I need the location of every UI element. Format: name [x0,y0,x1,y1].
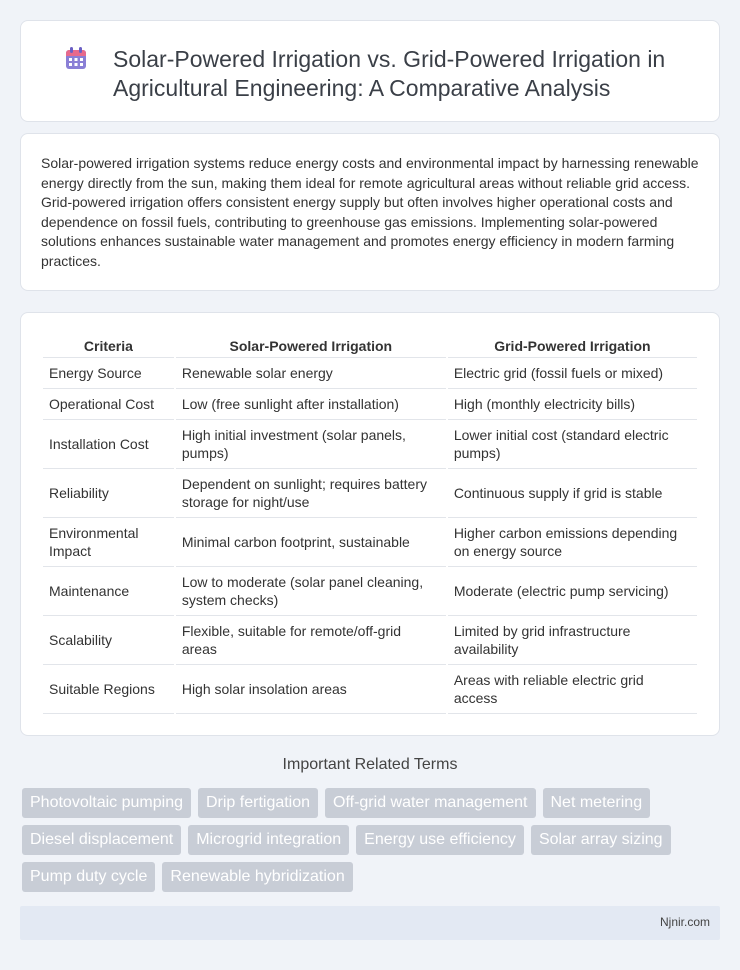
table-cell: Environmental Impact [43,518,174,567]
comparison-card [20,312,720,736]
footer-site-name[interactable]: Njnir.com [659,915,710,929]
table-row [43,389,697,420]
table-cell: Moderate (electric pump servicing) [448,567,697,616]
related-term-tag[interactable]: Net metering [543,788,651,818]
table-row [43,420,697,469]
related-term-tag[interactable]: Pump duty cycle [22,862,155,892]
table-row [43,358,697,389]
comparison-table [41,333,699,714]
table-cell: Flexible, suitable for remote/off-grid areas [176,616,446,665]
table-cell: Installation Cost [43,420,174,469]
table-cell: Lower initial cost (standard electric pumps) [448,420,697,469]
related-term-tag[interactable]: Photovoltaic pumping [22,788,191,818]
table-cell: Operational Cost [43,389,174,420]
table-row [43,616,697,665]
related-term-tag[interactable]: Off-grid water management [325,788,535,818]
table-row [43,665,697,714]
related-terms-heading: Important Related Terms [282,756,458,773]
title-card [20,20,720,122]
table-cell: Limited by grid infrastructure availability [448,616,697,665]
table-cell: Reliability [43,469,174,518]
footer [20,906,720,940]
table-cell: Minimal carbon footprint, sustainable [176,518,446,567]
intro-card [20,133,720,291]
related-term-tag[interactable]: Renewable hybridization [162,862,352,892]
table-cell: High solar insolation areas [176,665,446,714]
table-cell: Continuous supply if grid is stable [448,469,697,518]
table-row [43,567,697,616]
table-header: Criteria [43,333,174,358]
page-title: Solar-Powered Irrigation vs. Grid-Powered Irrigation in Agricultural Engineering: A Comparative Analysis [113,46,666,101]
calendar-icon [65,46,87,70]
table-header: Solar-Powered Irrigation [176,333,446,358]
table-row [43,518,697,567]
intro-paragraph: Solar-powered irrigation systems reduce energy costs and environmental impact by harnessing renewable energy directly from the sun, making them ideal for remote agricultural areas without reliable grid access. Grid-powered irrigation offers consistent energy supply but often involves higher operational costs and dependence on fossil fuels, contributing to greenhouse gas emissions. Implementing solar-powered solutions enhances sustainable water management and promotes energy efficiency in modern farming practices. [41,155,699,269]
table-cell: Low to moderate (solar panel cleaning, system checks) [176,567,446,616]
table-cell: Dependent on sunlight; requires battery storage for night/use [176,469,446,518]
related-term-tag[interactable]: Solar array sizing [531,825,671,855]
table-cell: Areas with reliable electric grid access [448,665,697,714]
table-cell: High (monthly electricity bills) [448,389,697,420]
related-term-tag[interactable]: Drip fertigation [198,788,318,818]
table-header: Grid-Powered Irrigation [448,333,697,358]
table-cell: Renewable solar energy [176,358,446,389]
table-row [43,469,697,518]
related-terms-list [22,788,682,892]
table-cell: High initial investment (solar panels, pumps) [176,420,446,469]
related-term-tag[interactable]: Diesel displacement [22,825,181,855]
related-term-tag[interactable]: Energy use efficiency [356,825,524,855]
table-cell: Scalability [43,616,174,665]
table-cell: Higher carbon emissions depending on energy source [448,518,697,567]
table-cell: Energy Source [43,358,174,389]
table-cell: Maintenance [43,567,174,616]
table-cell: Suitable Regions [43,665,174,714]
table-cell: Low (free sunlight after installation) [176,389,446,420]
related-term-tag[interactable]: Microgrid integration [188,825,349,855]
table-cell: Electric grid (fossil fuels or mixed) [448,358,697,389]
